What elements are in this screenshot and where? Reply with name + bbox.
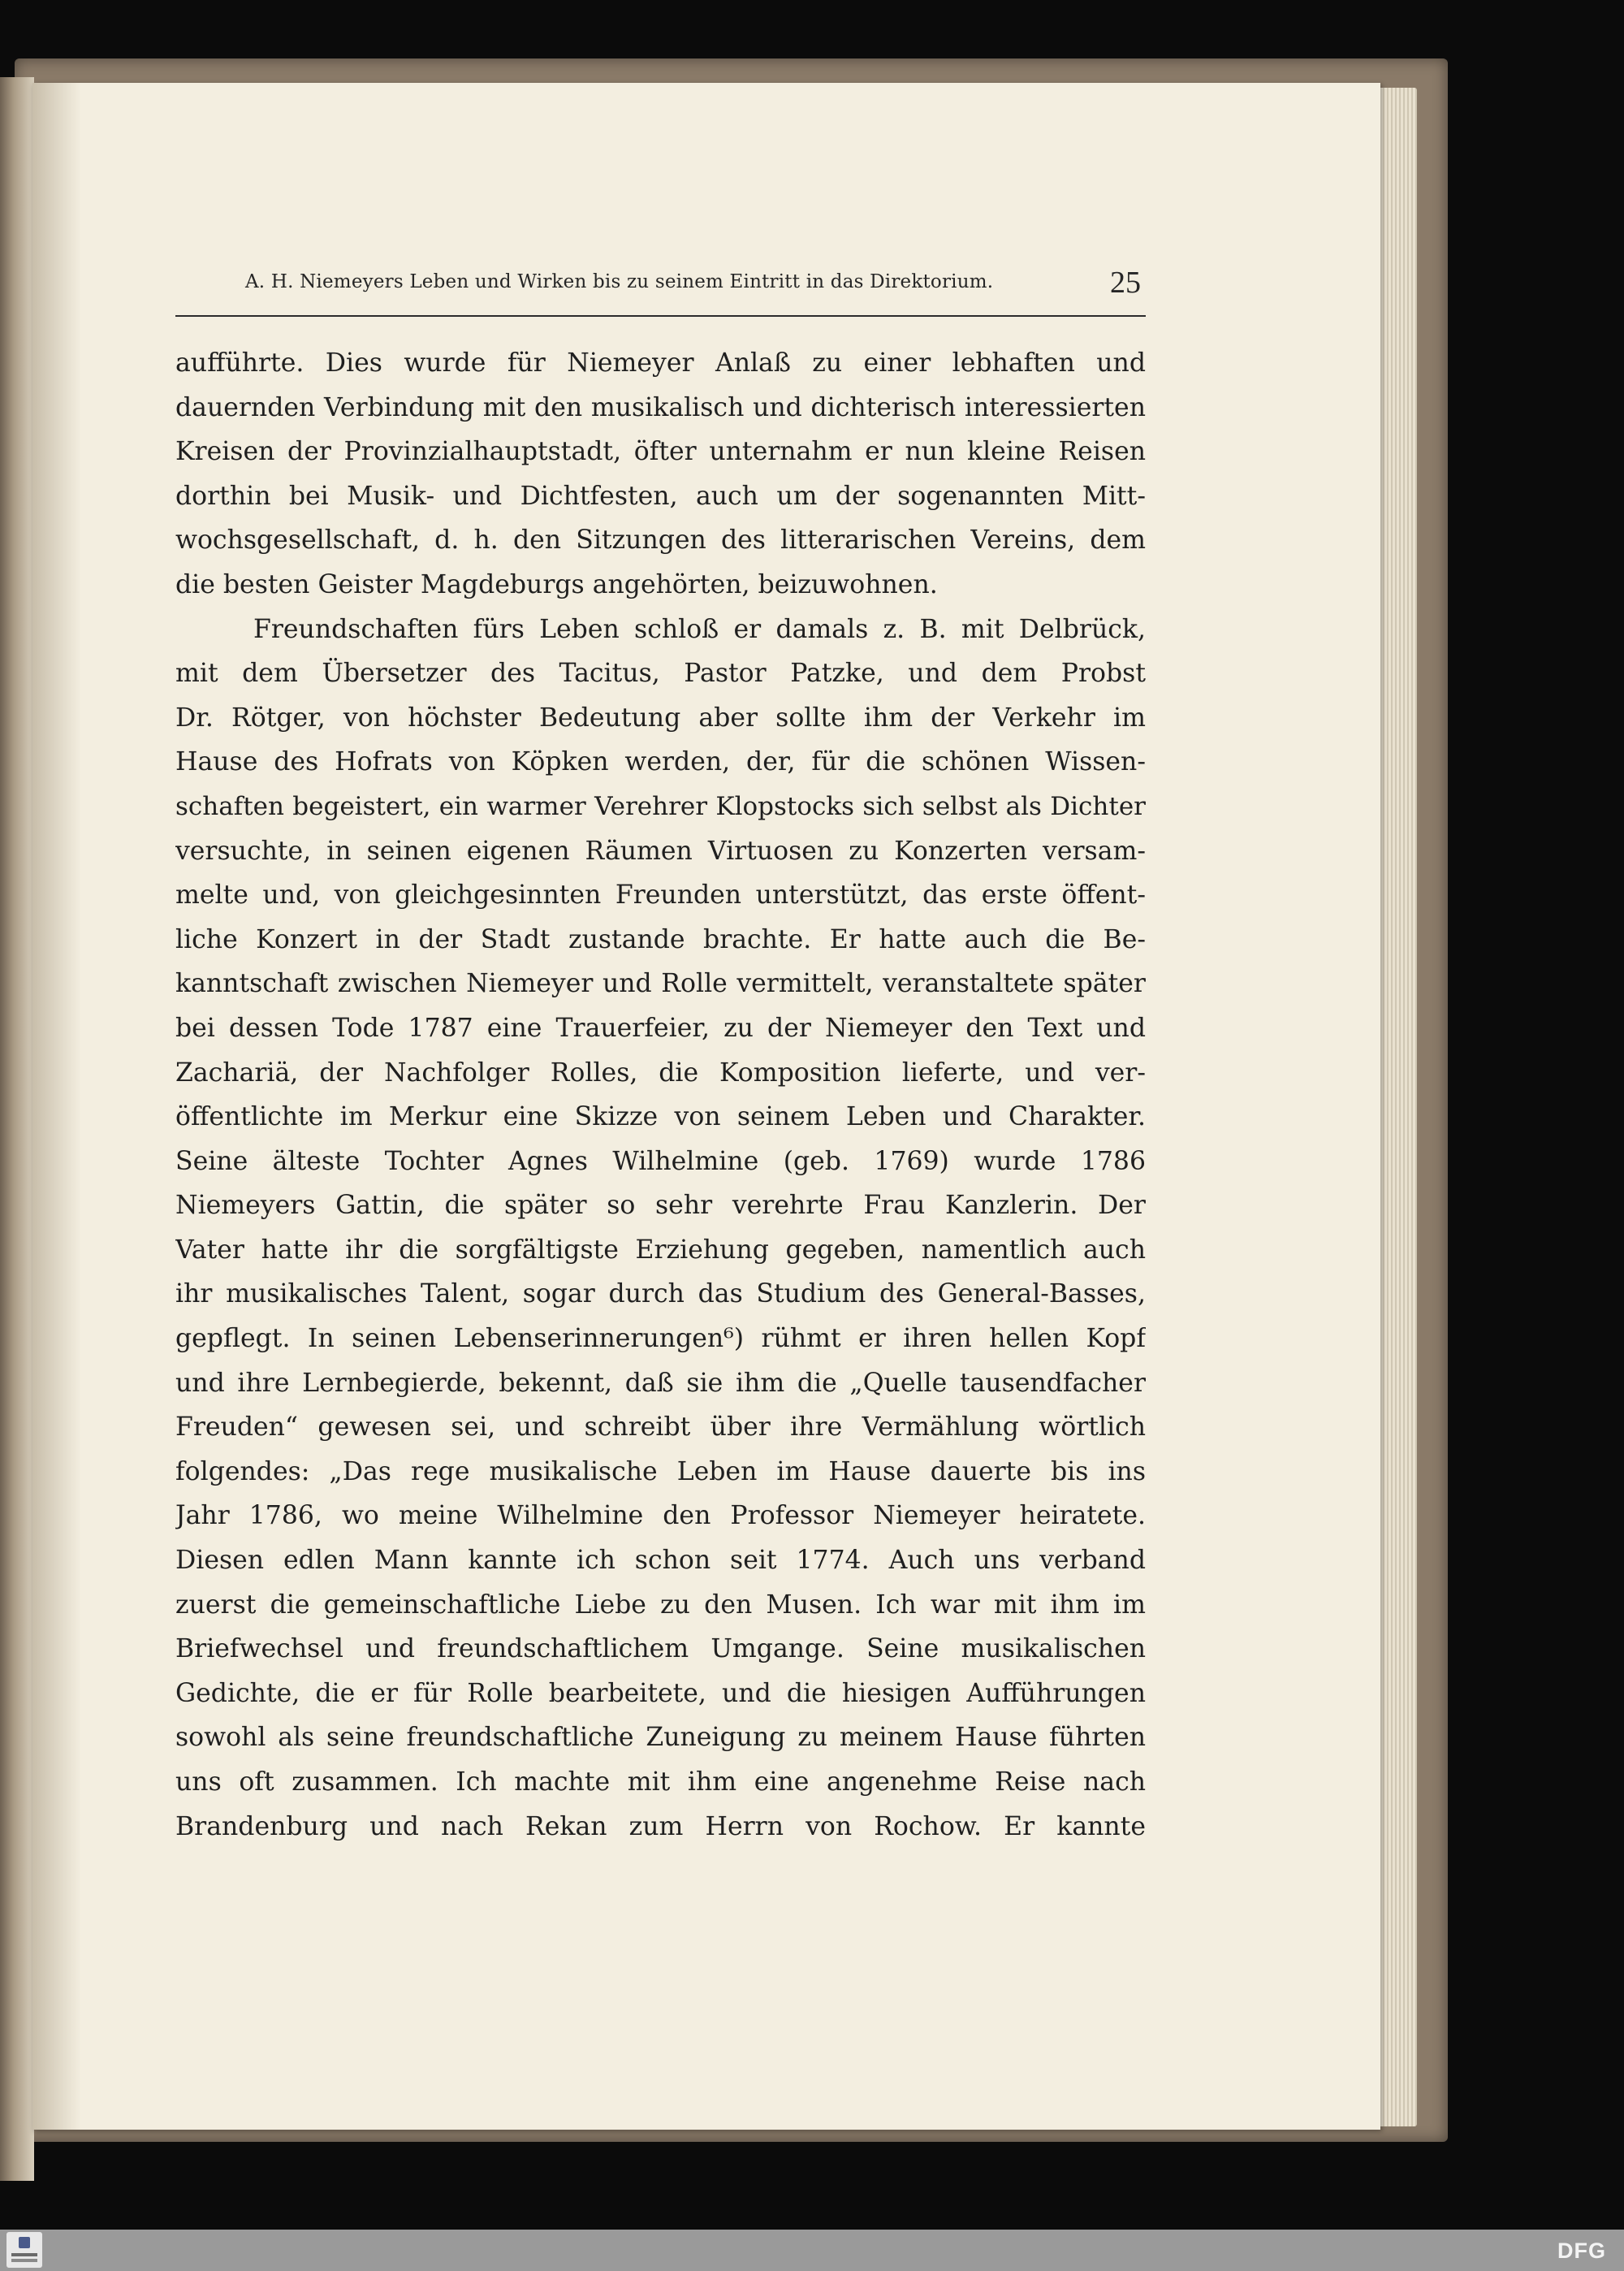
text-line: zuerst die gemeinschaftliche Liebe zu den Musen. Ich war mit ihm im bbox=[175, 1590, 1146, 1620]
text-line: ihr musikalisches Talent, sogar durch das Studium des General-Basses, bbox=[175, 1279, 1146, 1309]
text-line: Vater hatte ihr die sorgfältigste Erziehung gegeben, namentlich auch bbox=[175, 1235, 1146, 1265]
text-line: melte und, von gleichgesinnten Freunden unterstützt, das erste öffent- bbox=[175, 880, 1146, 911]
viewer-footer-bar bbox=[0, 2230, 1624, 2271]
body-text bbox=[175, 341, 1146, 1849]
text-line: die besten Geister Magdeburgs angehörten, beizuwohnen. bbox=[175, 569, 938, 599]
text-line: sowohl als seine freundschaftliche Zuneigung zu meinem Hause führten bbox=[175, 1723, 1146, 1753]
text-line: mit dem Übersetzer des Tacitus, Pastor Patzke, und dem Probst bbox=[175, 659, 1146, 689]
text-line: schaften begeistert, ein warmer Verehrer Klopstocks sich selbst als Dichter bbox=[175, 791, 1146, 821]
text-line: dorthin bei Musik- und Dichtfesten, auch um der sogenannten Mitt- bbox=[175, 481, 1146, 511]
text-line: Freundschaften fürs Leben schloß er damals z. B. mit Delbrück, bbox=[253, 614, 1146, 644]
text-line: uns oft zusammen. Ich machte mit ihm eine angenehme Reise nach bbox=[175, 1767, 1146, 1797]
text-line: liche Konzert in der Stadt zustande brachte. Er hatte auch die Be- bbox=[175, 924, 1146, 954]
text-line: öffentlichte im Merkur eine Skizze von seinem Leben und Charakter. bbox=[175, 1102, 1146, 1132]
page-number: 25 bbox=[1110, 266, 1141, 300]
text-line: dauernden Verbindung mit den musikalisch und dichterisch interessierten bbox=[175, 392, 1146, 422]
running-head bbox=[175, 266, 1146, 317]
text-line: aufführte. Dies wurde für Niemeyer Anlaß zu einer lebhaften und bbox=[175, 348, 1146, 378]
dfg-label: DFG bbox=[1557, 2239, 1606, 2263]
book-page bbox=[32, 83, 1380, 2130]
text-line: Hause des Hofrats von Köpken werden, der, für die schönen Wissen- bbox=[175, 747, 1146, 777]
text-line: Freuden“ gewesen sei, und schreibt über ihre Vermählung wörtlich bbox=[175, 1412, 1146, 1443]
library-logo-icon[interactable] bbox=[6, 2232, 42, 2268]
text-line: bei dessen Tode 1787 eine Trauerfeier, zu der Niemeyer den Text und bbox=[175, 1013, 1146, 1043]
text-line: Niemeyers Gattin, die später so sehr verehrte Frau Kanzlerin. Der bbox=[175, 1191, 1146, 1221]
text-line: Zachariä, der Nachfolger Rolles, die Komposition lieferte, und ver- bbox=[175, 1058, 1146, 1088]
text-line: Jahr 1786, wo meine Wilhelmine den Professor Niemeyer heiratete. bbox=[175, 1501, 1146, 1531]
text-line: Kreisen der Provinzialhauptstadt, öfter unternahm er nun kleine Reisen bbox=[175, 437, 1146, 467]
text-line: versuchte, in seinen eigenen Räumen Virtuosen zu Konzerten versam- bbox=[175, 836, 1146, 866]
running-head-text: A. H. Niemeyers Leben und Wirken bis zu seinem Eintritt in das Direktorium. bbox=[245, 271, 994, 292]
text-line: gepflegt. In seinen Lebenserinnerungen⁶) rühmt er ihren hellen Kopf bbox=[175, 1324, 1146, 1354]
text-line: Dr. Rötger, von höchster Bedeutung aber sollte ihm der Verkehr im bbox=[175, 703, 1146, 733]
text-line: Brandenburg und nach Rekan zum Herrn von Rochow. Er kannte bbox=[175, 1811, 1146, 1841]
text-line: Seine älteste Tochter Agnes Wilhelmine (geb. 1769) wurde 1786 bbox=[175, 1146, 1146, 1176]
text-line: Briefwechsel und freundschaftlichem Umgange. Seine musikalischen bbox=[175, 1634, 1146, 1664]
book-spine bbox=[0, 77, 34, 2181]
text-line: folgendes: „Das rege musikalische Leben im Hause dauerte bis ins bbox=[175, 1456, 1146, 1486]
text-line: kanntschaft zwischen Niemeyer und Rolle vermittelt, veranstaltete später bbox=[175, 969, 1146, 999]
text-line: wochsgesellschaft, d. h. den Sitzungen des litterarischen Vereins, dem bbox=[175, 526, 1146, 556]
text-line: Diesen edlen Mann kannte ich schon seit 1774. Auch uns verband bbox=[175, 1546, 1146, 1576]
text-line: Gedichte, die er für Rolle bearbeitete, und die hiesigen Aufführungen bbox=[175, 1678, 1146, 1708]
text-line: und ihre Lernbegierde, bekennt, daß sie ihm die „Quelle tausendfacher bbox=[175, 1368, 1146, 1398]
